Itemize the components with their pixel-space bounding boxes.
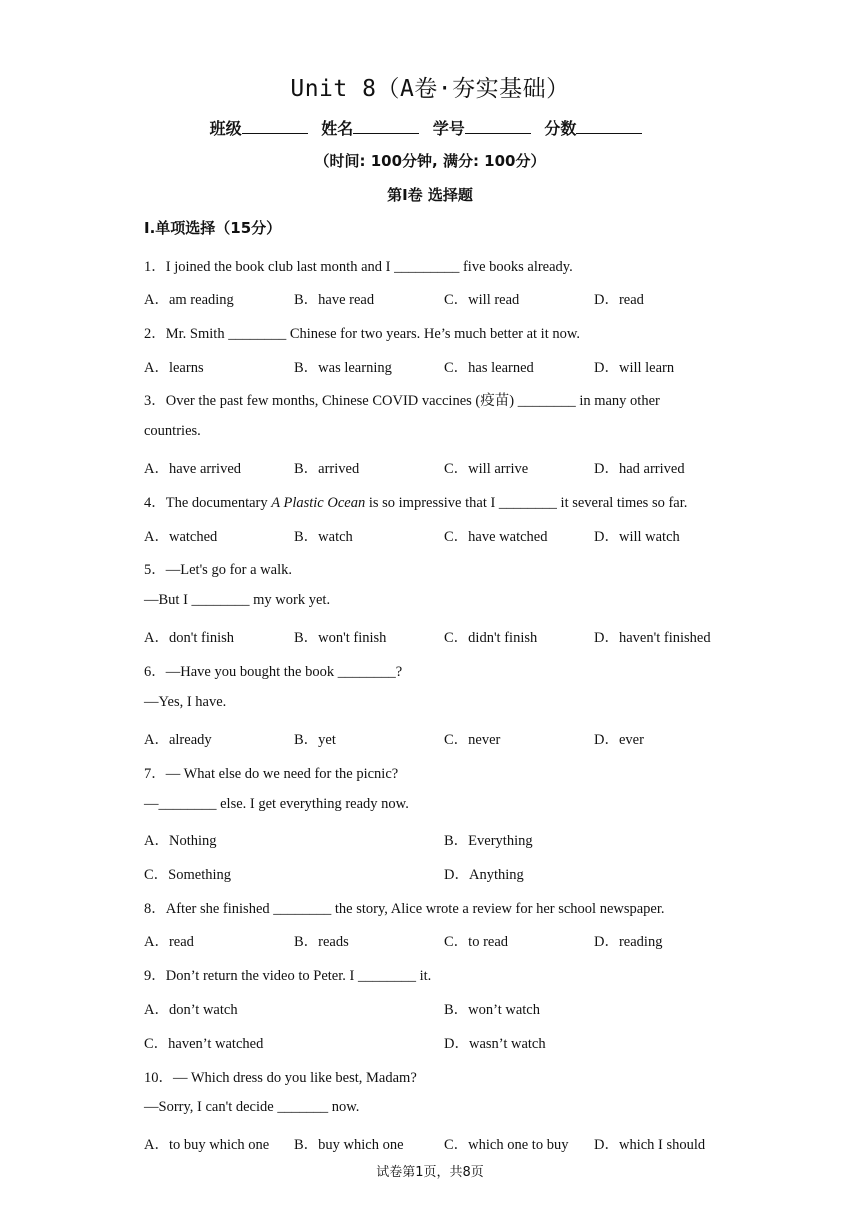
page-title: Unit 8（A卷·夯实基础） xyxy=(290,76,570,102)
class-blank[interactable] xyxy=(242,119,308,134)
question-6-option-c[interactable]: C．never xyxy=(444,732,501,748)
question-5-option-a[interactable]: A．don't finish xyxy=(144,630,235,646)
question-9-text: 9．Don’t return the video to Peter. I ________ it. xyxy=(144,968,432,984)
question-4-text-start: 4．The documentary xyxy=(144,495,272,511)
question-6-text-cont: —Yes, I have. xyxy=(144,694,227,710)
question-2-option-a[interactable]: A．learns xyxy=(144,360,204,376)
score-blank[interactable] xyxy=(576,119,642,134)
question-10-option-b[interactable]: B．buy which one xyxy=(294,1137,404,1153)
question-1-text: 1．I joined the book club last month and I _________ five books already. xyxy=(144,259,573,275)
question-7-text: 7．— What else do we need for the picnic? xyxy=(144,766,399,782)
question-1-option-d[interactable]: D．read xyxy=(594,292,644,308)
question-6-option-b[interactable]: B．yet xyxy=(294,732,336,748)
exam-time-info: （时间: 100分钟, 满分: 100分） xyxy=(314,152,546,170)
question-5-option-b[interactable]: B．won't finish xyxy=(294,630,387,646)
documentary-title: A Plastic Ocean xyxy=(271,495,366,511)
question-1-option-c[interactable]: C．will read xyxy=(444,292,520,308)
question-4-option-a[interactable]: A．watched xyxy=(144,529,218,545)
question-3-text-cont: countries. xyxy=(144,423,201,439)
question-8-option-b[interactable]: B．reads xyxy=(294,934,349,950)
name-blank[interactable] xyxy=(353,119,419,134)
question-7-text-cont: —________ else. I get everything ready now. xyxy=(144,796,409,812)
class-label: 班级 xyxy=(209,119,242,138)
name-label: 姓名 xyxy=(321,119,354,138)
question-7-option-a[interactable]: A．Nothing xyxy=(144,833,217,849)
question-4-option-c[interactable]: C．have watched xyxy=(444,529,548,545)
question-9-option-a[interactable]: A．don’t watch xyxy=(144,1002,238,1018)
question-3-option-d[interactable]: D．had arrived xyxy=(594,461,685,477)
student-number-label: 学号 xyxy=(432,119,465,138)
question-4-option-b[interactable]: B．watch xyxy=(294,529,353,545)
section-heading: Ⅰ.单项选择（15分） xyxy=(144,219,282,237)
question-6-option-d[interactable]: D．ever xyxy=(594,732,644,748)
question-6-option-a[interactable]: A．already xyxy=(144,732,212,748)
question-7-option-b[interactable]: B．Everything xyxy=(444,833,533,849)
question-9-option-c[interactable]: C．haven’t watched xyxy=(144,1036,264,1052)
question-9-option-b[interactable]: B．won’t watch xyxy=(444,1002,540,1018)
student-info-row xyxy=(0,116,860,139)
question-8-text: 8．After she finished ________ the story, Alice wrote a review for her school newspaper. xyxy=(144,901,665,917)
question-2-option-d[interactable]: D．will learn xyxy=(594,360,675,376)
question-2-option-b[interactable]: B．was learning xyxy=(294,360,392,376)
question-10-option-c[interactable]: C．which one to buy xyxy=(444,1137,569,1153)
question-4-text xyxy=(144,491,687,512)
question-5-option-d[interactable]: D．haven't finished xyxy=(594,630,711,646)
question-4-option-d[interactable]: D．will watch xyxy=(594,529,680,545)
question-5-text: 5．—Let's go for a walk. xyxy=(144,562,292,578)
question-3-text: 3．Over the past few months, Chinese COVID vaccines (疫苗) ________ in many other xyxy=(144,393,660,409)
page-footer: 试卷第1页，共8页 xyxy=(376,1165,484,1180)
question-2-option-c[interactable]: C．has learned xyxy=(444,360,534,376)
question-1-option-b[interactable]: B．have read xyxy=(294,292,375,308)
question-8-option-c[interactable]: C．to read xyxy=(444,934,509,950)
question-3-option-a[interactable]: A．have arrived xyxy=(144,461,242,477)
question-10-text: 10．— Which dress do you like best, Madam? xyxy=(144,1070,417,1086)
question-10-option-a[interactable]: A．to buy which one xyxy=(144,1137,270,1153)
question-8-option-a[interactable]: A．read xyxy=(144,934,194,950)
question-2-text: 2．Mr. Smith ________ Chinese for two years. He’s much better at it now. xyxy=(144,326,581,342)
question-8-option-d[interactable]: D．reading xyxy=(594,934,663,950)
question-10-option-d[interactable]: D．which I should xyxy=(594,1137,706,1153)
question-5-option-c[interactable]: C．didn't finish xyxy=(444,630,538,646)
question-5-text-cont: —But I ________ my work yet. xyxy=(144,592,331,608)
part-heading: 第Ⅰ卷 选择题 xyxy=(387,186,473,204)
question-7-option-d[interactable]: D．Anything xyxy=(444,867,524,883)
question-10-text-cont: —Sorry, I can't decide _______ now. xyxy=(144,1099,360,1115)
question-6-text: 6．—Have you bought the book ________? xyxy=(144,664,403,680)
question-1-option-a[interactable]: A．am reading xyxy=(144,292,234,308)
student-number-blank[interactable] xyxy=(465,119,531,134)
question-3-option-b[interactable]: B．arrived xyxy=(294,461,360,477)
question-4-text-end: is so impressive that I ________ it several times so far. xyxy=(365,495,688,511)
question-7-option-c[interactable]: C．Something xyxy=(144,867,232,883)
question-3-option-c[interactable]: C．will arrive xyxy=(444,461,529,477)
question-9-option-d[interactable]: D．wasn’t watch xyxy=(444,1036,546,1052)
score-label: 分数 xyxy=(544,119,577,138)
